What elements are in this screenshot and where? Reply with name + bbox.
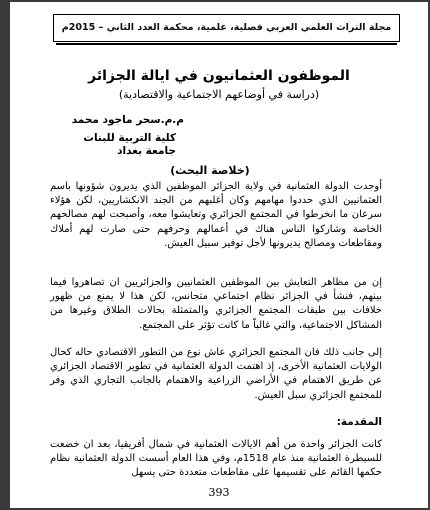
intro-heading: المقدمة:	[336, 416, 382, 428]
abstract-heading: (خلاصة البحث)	[170, 164, 250, 177]
journal-header: مجلة التراث العلمي العربي فصلية، علمية، محكمة العدد الثاني – 2015م	[61, 22, 392, 33]
intro-paragraph-1: كانت الجزائر واحدة من أهم الايالات العثمانية في شمال أفريقيا، بعد ان خضعت للسيطرة العثمانية منذ عام 1518م، وفي هذا العام أسست الدولة العثمانية نظام حكمها القائم على تقسيمها على مقاطعات متعددة حتى يسهل	[50, 439, 382, 479]
author-college: كلية التربية للبنات	[83, 132, 176, 144]
article-title: الموظفون العثمانيون في ايالة الجزائر	[88, 68, 350, 84]
author-name: م.م.سحر ماجود محمد	[71, 114, 184, 126]
journal-header-box	[53, 14, 400, 42]
author-university: جامعة بغداد	[117, 145, 176, 157]
abstract-paragraph-3: إلى جانب ذلك فان المجتمع الجزائري عاش نوع من التطور الاقتصادي حاله كحال الولايات العثمانية الأخرى، إذ اهتمت الدولة العثمانية في تطوير الاقتصاد الجزائري عن طريق الاهتمام في الأراضي الزراعية والاهتمام بالجانب التجاري الذي وفر للمجتمع الجزائري سبل العيش.	[50, 347, 382, 401]
document-page	[10, 2, 428, 508]
abstract-paragraph-1: أوجدت الدولة العثمانية في ولاية الجزائر الموظفين الذي يديرون شؤونها باسم العثمانيين الذي حددوا مهامهم وكان أغلبهم من الجند الانكشاريين، لكن هؤلاء سرعان ما انخرطوا في المجتمع الجزائري وتعايشوا معه، وأصبحت لهم مصالحهم الخاصة وشاركوا الناس هناك في أعمالهم وحرفهم حتى صارت لهم أملاك ومقاطعات ومصالح يديرونها لأجل توفير سبيل العيش.	[50, 181, 382, 249]
article-subtitle: (دراسة في أوضاعهم الاجتماعية والاقتصادية)	[118, 88, 320, 101]
page-number: 393	[208, 486, 230, 499]
abstract-paragraph-2: إن من مظاهر التعايش بين الموظفين العثمانيين والجزائريين ان تصاهروا فيما بينهم، فنشأ في الجزائر نظام اجتماعي متجانس، لكن هذا لا يمنع من ظهور خلافات بين طبقات المجتمع الجزائري والمتمثلة بحالات الطلاق وغيرها من المشاكل الاجتماعية، والتي غالباً ما كانت تؤثر على المجتمع.	[50, 277, 382, 331]
